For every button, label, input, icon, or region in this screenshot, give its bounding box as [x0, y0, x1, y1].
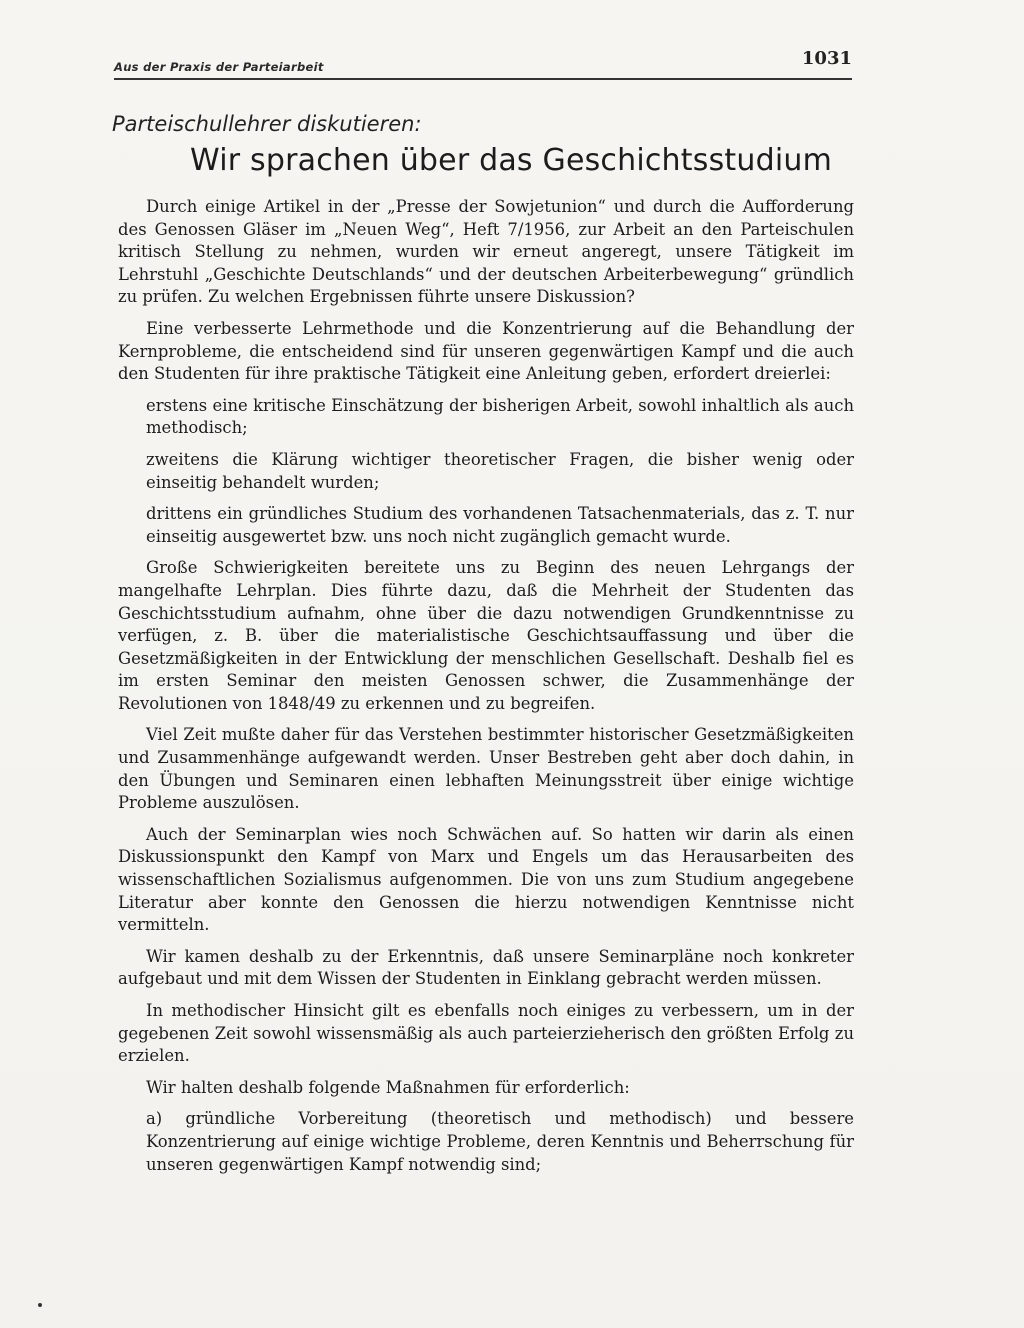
paragraph: Auch der Seminarplan wies noch Schwächen auf. So hatten wir darin als einen Diskussionspunkt den Kampf von Marx und Engels um das Herausarbeiten des wissenschaftlichen Sozialismus aufgenommen. Die von uns zum Studium angegebene Literatur aber konnte den Genossen die hierzu notwendigen Kenntnisse nicht vermitteln.	[118, 824, 854, 935]
list-item: erstens eine kritische Einschätzung der bisherigen Arbeit, sowohl inhaltlich als auch methodisch;	[146, 395, 854, 438]
paragraph: Wir kamen deshalb zu der Erkenntnis, daß unsere Seminarpläne noch konkreter aufgebaut und mit dem Wissen der Studenten in Einklang gebracht werden müssen.	[118, 946, 854, 989]
paragraph: In methodischer Hinsicht gilt es ebenfalls noch einiges zu verbessern, um in der gegebenen Zeit sowohl wissensmäßig als auch parteierzieherisch den größten Erfolg zu erzielen.	[118, 1001, 854, 1066]
paragraph: Eine verbesserte Lehrmethode und die Konzentrierung auf die Behandlung der Kernprobleme, die entscheidend sind für unseren gegenwärtigen Kampf und die auch den Studenten für ihre praktische Tätigkeit eine Anleitung geben, erfordert dreierlei:	[118, 318, 854, 384]
scan-speck	[38, 1303, 42, 1307]
article-title: Wir sprachen über das Geschichtsstudium	[190, 143, 832, 178]
paragraph: Viel Zeit mußte daher für das Verstehen bestimmter historischer Gesetzmäßigkeiten und Zusammenhänge aufgewandt werden. Unser Bestreben geht aber doch dahin, in den Übungen und Seminaren einen lebhaften Meinungsstreit über einige wichtige Probleme auszulösen.	[118, 725, 854, 813]
list-item: zweitens die Klärung wichtiger theoretischer Fragen, die bisher wenig oder einseitig behandelt wurden;	[146, 449, 854, 492]
paragraph: Durch einige Artikel in der „Presse der Sowjetunion“ und durch die Aufforderung des Genossen Gläser im „Neuen Weg“, Heft 7/1956, zur Arbeit an den Parteischulen kritisch Stellung zu nehmen, wurden wir erneut angeregt, unsere Tätigkeit im Lehrstuhl „Geschichte Deutschlands“ und der deutschen Arbeiterbewegung“ gründlich zu prüfen. Zu welchen Ergebnissen führte unsere Diskussion?	[118, 197, 854, 307]
header-rule	[114, 78, 852, 80]
paragraph: Große Schwierigkeiten bereitete uns zu Beginn des neuen Lehrgangs der mangelhafte Lehrplan. Dies führte dazu, daß die Mehrheit der Studenten das Geschichtsstudium aufnahm, ohne über die dazu notwendigen Grundkenntnisse zu verfügen, z. B. über die materialistische Geschichtsauffassung und über die Gesetzmäßigkeiten in der Entwicklung der menschlichen Gesellschaft. Deshalb fiel es im ersten Seminar den meisten Genossen schwer, die Zusammenhänge der Revolutionen von 1848/49 zu erkennen und zu begreifen.	[118, 558, 854, 713]
article-body	[118, 196, 854, 1176]
page-number: 1031	[801, 48, 852, 69]
running-head: Aus der Praxis der Parteiarbeit	[114, 60, 324, 74]
list-item: drittens ein gründliches Studium des vorhandenen Tatsachenmaterials, das z. T. nur einseitig ausgewertet bzw. uns noch nicht zugänglich gemacht wurde.	[146, 504, 854, 546]
page-header	[114, 48, 852, 82]
article-kicker: Parteischullehrer diskutieren:	[112, 112, 422, 136]
paragraph: Wir halten deshalb folgende Maßnahmen für erforderlich:	[146, 1077, 630, 1097]
list-item: a) gründliche Vorbereitung (theoretisch und methodisch) und bessere Konzentrierung auf einige wichtige Probleme, deren Kenntnis und Beherrschung für unseren gegenwärtigen Kampf notwendig sind;	[146, 1109, 854, 1174]
